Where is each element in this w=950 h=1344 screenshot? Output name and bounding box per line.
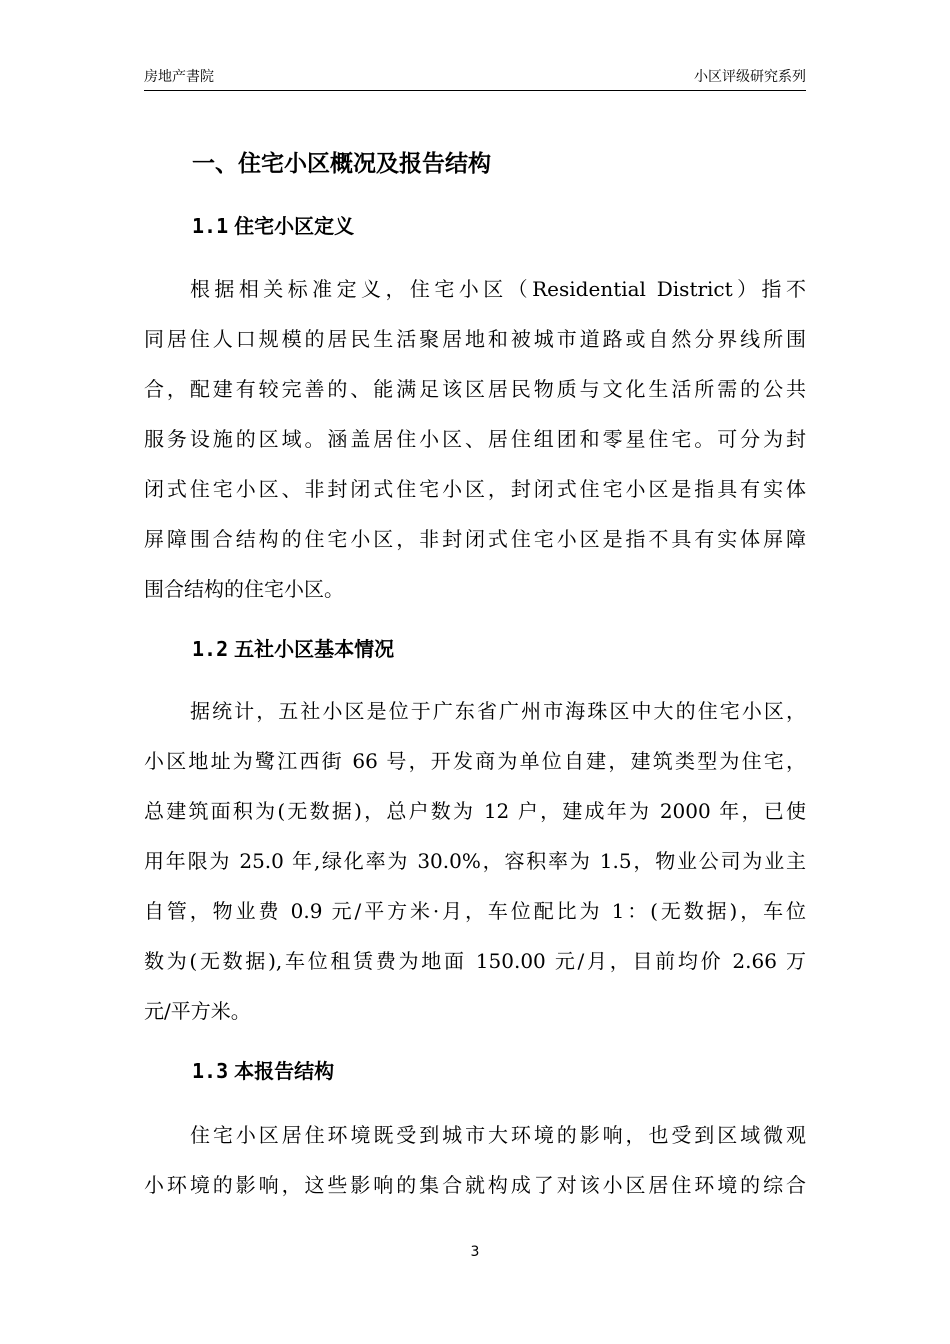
paragraph-basic-info <box>144 686 806 1036</box>
section-number: 1.1 <box>192 214 229 238</box>
section-title: 本报告结构 <box>234 1059 335 1083</box>
text-line: 同居住人口规模的居民生活聚居地和被城市道路或自然分界线所围 <box>144 327 806 351</box>
section-heading-1-1 <box>192 211 354 241</box>
paragraph-definition <box>144 264 806 614</box>
section-title: 住宅小区定义 <box>234 214 355 238</box>
chapter-title: 一、住宅小区概况及报告结构 <box>192 151 491 177</box>
page-header <box>144 66 806 88</box>
section-heading-1-3 <box>192 1056 334 1086</box>
text-line: 小区地址为鹭江西街 66 号，开发商为单位自建，建筑类型为住宅， <box>144 749 806 773</box>
text-line: 闭式住宅小区、非封闭式住宅小区，封闭式住宅小区是指具有实体 <box>144 477 806 501</box>
text-line: 自管，物业费 0.9 元/平方米·月，车位配比为 1：(无数据)，车位 <box>144 899 806 923</box>
text-line: 元/平方米。 <box>144 999 251 1023</box>
section-heading-1-2 <box>192 634 394 664</box>
text-line: 服务设施的区域。涵盖居住小区、居住组团和零星住宅。可分为封 <box>144 427 806 451</box>
text-line: 根据相关标准定义，住宅小区（Residential District）指不 <box>190 277 806 301</box>
text-line: 合，配建有较完善的、能满足该区居民物质与文化生活所需的公共 <box>144 377 806 401</box>
text-line: 小环境的影响，这些影响的集合就构成了对该小区居住环境的综合 <box>144 1173 806 1197</box>
header-series-title: 小区评级研究系列 <box>694 69 806 85</box>
header-divider <box>144 90 806 91</box>
page-number: 3 <box>470 1244 480 1260</box>
text-line: 住宅小区居住环境既受到城市大环境的影响，也受到区域微观 <box>190 1123 806 1147</box>
text-line: 总建筑面积为(无数据)，总户数为 12 户，建成年为 2000 年，已使 <box>144 799 806 823</box>
section-number: 1.3 <box>192 1059 229 1083</box>
text-line: 围合结构的住宅小区。 <box>144 577 344 601</box>
header-publisher: 房地产書院 <box>144 69 214 85</box>
paragraph-report-structure <box>144 1110 806 1210</box>
text-line: 用年限为 25.0 年,绿化率为 30.0%，容积率为 1.5，物业公司为业主 <box>144 849 806 873</box>
text-line: 屏障围合结构的住宅小区，非封闭式住宅小区是指不具有实体屏障 <box>144 527 806 551</box>
section-number: 1.2 <box>192 637 229 661</box>
text-line: 据统计，五社小区是位于广东省广州市海珠区中大的住宅小区， <box>190 699 806 723</box>
text-line: 数为(无数据),车位租赁费为地面 150.00 元/月，目前均价 2.66 万 <box>144 949 806 973</box>
section-title: 五社小区基本情况 <box>234 637 395 661</box>
